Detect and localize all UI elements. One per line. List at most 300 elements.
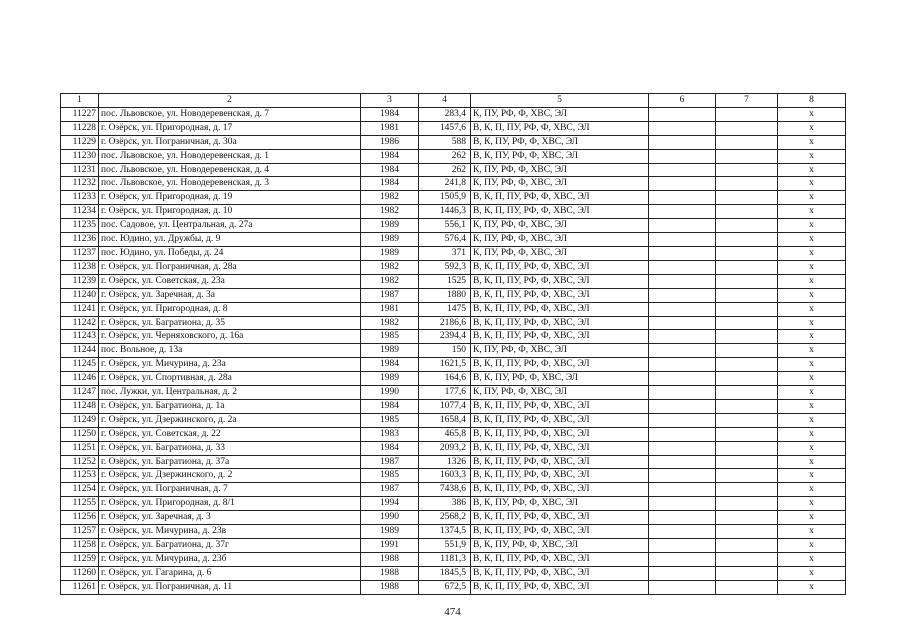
row-number-cell: 11256 bbox=[61, 511, 99, 525]
column-8-cell: х bbox=[778, 205, 846, 219]
row-number-cell: 11257 bbox=[61, 525, 99, 539]
row-number-cell: 11239 bbox=[61, 274, 99, 288]
column-header-2: 2 bbox=[99, 94, 361, 108]
table-row bbox=[61, 177, 846, 191]
table-row bbox=[61, 205, 846, 219]
column-7-cell bbox=[716, 469, 778, 483]
year-cell: 1989 bbox=[361, 246, 419, 260]
address-cell: г. Озёрск, ул. Советская, д. 23а bbox=[99, 274, 361, 288]
address-cell: г. Озёрск, ул. Багратиона, д. 37г bbox=[99, 539, 361, 553]
area-cell: 2568,2 bbox=[419, 511, 471, 525]
year-cell: 1984 bbox=[361, 149, 419, 163]
row-number-cell: 11249 bbox=[61, 413, 99, 427]
area-cell: 177,6 bbox=[419, 386, 471, 400]
address-cell: г. Озёрск, ул. Пограничная, д. 11 bbox=[99, 580, 361, 594]
column-8-cell: х bbox=[778, 107, 846, 121]
address-cell: г. Озёрск, ул. Советская, д. 22 bbox=[99, 427, 361, 441]
column-7-cell bbox=[716, 427, 778, 441]
column-8-cell: х bbox=[778, 302, 846, 316]
table-row bbox=[61, 260, 846, 274]
column-6-cell bbox=[649, 121, 716, 135]
area-cell: 1621,5 bbox=[419, 358, 471, 372]
column-6-cell bbox=[649, 135, 716, 149]
table-row bbox=[61, 372, 846, 386]
area-cell: 588 bbox=[419, 135, 471, 149]
utilities-cell: В, К, П, ПУ, РФ, Ф, ХВС, ЭЛ bbox=[471, 413, 649, 427]
utilities-cell: В, К, П, ПУ, РФ, Ф, ХВС, ЭЛ bbox=[471, 330, 649, 344]
area-cell: 1077,4 bbox=[419, 399, 471, 413]
utilities-cell: В, К, П, ПУ, РФ, Ф, ХВС, ЭЛ bbox=[471, 260, 649, 274]
address-cell: г. Озёрск, ул. Мичурина, д. 23в bbox=[99, 525, 361, 539]
column-8-cell: х bbox=[778, 191, 846, 205]
address-cell: г. Озёрск, ул. Пригородная, д. 8/1 bbox=[99, 497, 361, 511]
column-header-3: 3 bbox=[361, 94, 419, 108]
address-cell: г. Озёрск, ул. Пограничная, д. 28а bbox=[99, 260, 361, 274]
column-7-cell bbox=[716, 302, 778, 316]
utilities-cell: К, ПУ, РФ, Ф, ХВС, ЭЛ bbox=[471, 107, 649, 121]
table-row bbox=[61, 580, 846, 594]
address-cell: г. Озёрск, ул. Черняховского, д. 16а bbox=[99, 330, 361, 344]
row-number-cell: 11246 bbox=[61, 372, 99, 386]
table-row bbox=[61, 121, 846, 135]
row-number-cell: 11253 bbox=[61, 469, 99, 483]
column-8-cell: х bbox=[778, 455, 846, 469]
column-7-cell bbox=[716, 260, 778, 274]
table-header-row bbox=[61, 94, 846, 108]
column-7-cell bbox=[716, 511, 778, 525]
address-cell: г. Озёрск, ул. Мичурина, д. 23а bbox=[99, 358, 361, 372]
register-sheet bbox=[60, 93, 846, 595]
utilities-cell: В, К, П, ПУ, РФ, Ф, ХВС, ЭЛ bbox=[471, 552, 649, 566]
year-cell: 1991 bbox=[361, 539, 419, 553]
column-6-cell bbox=[649, 580, 716, 594]
column-7-cell bbox=[716, 163, 778, 177]
row-number-cell: 11261 bbox=[61, 580, 99, 594]
address-cell: г. Озёрск, ул. Пригородная, д. 19 bbox=[99, 191, 361, 205]
utilities-cell: В, К, П, ПУ, РФ, Ф, ХВС, ЭЛ bbox=[471, 427, 649, 441]
column-6-cell bbox=[649, 344, 716, 358]
column-7-cell bbox=[716, 233, 778, 247]
table-body bbox=[61, 107, 846, 594]
column-8-cell: х bbox=[778, 386, 846, 400]
row-number-cell: 11255 bbox=[61, 497, 99, 511]
column-7-cell bbox=[716, 316, 778, 330]
column-7-cell bbox=[716, 539, 778, 553]
utilities-cell: В, К, П, ПУ, РФ, Ф, ХВС, ЭЛ bbox=[471, 191, 649, 205]
row-number-cell: 11232 bbox=[61, 177, 99, 191]
area-cell: 2093,2 bbox=[419, 441, 471, 455]
area-cell: 1845,5 bbox=[419, 566, 471, 580]
table-row bbox=[61, 441, 846, 455]
year-cell: 1987 bbox=[361, 455, 419, 469]
column-8-cell: х bbox=[778, 539, 846, 553]
column-8-cell: х bbox=[778, 358, 846, 372]
column-6-cell bbox=[649, 511, 716, 525]
address-cell: пос. Львовское, ул. Новодеревенская, д. 7 bbox=[99, 107, 361, 121]
area-cell: 1181,3 bbox=[419, 552, 471, 566]
column-7-cell bbox=[716, 121, 778, 135]
address-cell: г. Озёрск, ул. Пригородная, д. 17 bbox=[99, 121, 361, 135]
year-cell: 1984 bbox=[361, 163, 419, 177]
row-number-cell: 11238 bbox=[61, 260, 99, 274]
row-number-cell: 11252 bbox=[61, 455, 99, 469]
area-cell: 371 bbox=[419, 246, 471, 260]
column-8-cell: х bbox=[778, 427, 846, 441]
row-number-cell: 11242 bbox=[61, 316, 99, 330]
column-8-cell: х bbox=[778, 135, 846, 149]
column-7-cell bbox=[716, 219, 778, 233]
area-cell: 576,4 bbox=[419, 233, 471, 247]
column-8-cell: х bbox=[778, 316, 846, 330]
column-7-cell bbox=[716, 330, 778, 344]
area-cell: 1658,4 bbox=[419, 413, 471, 427]
column-6-cell bbox=[649, 358, 716, 372]
year-cell: 1985 bbox=[361, 330, 419, 344]
address-cell: пос. Львовское, ул. Новодеревенская, д. 1 bbox=[99, 149, 361, 163]
row-number-cell: 11244 bbox=[61, 344, 99, 358]
area-cell: 1326 bbox=[419, 455, 471, 469]
column-8-cell: х bbox=[778, 330, 846, 344]
column-6-cell bbox=[649, 386, 716, 400]
utilities-cell: В, К, П, ПУ, РФ, Ф, ХВС, ЭЛ bbox=[471, 441, 649, 455]
address-cell: г. Озёрск, ул. Дзержинского, д. 2а bbox=[99, 413, 361, 427]
column-6-cell bbox=[649, 191, 716, 205]
utilities-cell: В, К, П, ПУ, РФ, Ф, ХВС, ЭЛ bbox=[471, 469, 649, 483]
utilities-cell: В, К, ПУ, РФ, Ф, ХВС, ЭЛ bbox=[471, 539, 649, 553]
address-cell: пос. Юдино, ул. Дружбы, д. 9 bbox=[99, 233, 361, 247]
area-cell: 1475 bbox=[419, 302, 471, 316]
column-7-cell bbox=[716, 191, 778, 205]
area-cell: 150 bbox=[419, 344, 471, 358]
year-cell: 1989 bbox=[361, 372, 419, 386]
column-8-cell: х bbox=[778, 580, 846, 594]
row-number-cell: 11236 bbox=[61, 233, 99, 247]
utilities-cell: В, К, ПУ, РФ, Ф, ХВС, ЭЛ bbox=[471, 135, 649, 149]
area-cell: 551,9 bbox=[419, 539, 471, 553]
address-cell: г. Озёрск, ул. Багратиона, д. 35 bbox=[99, 316, 361, 330]
area-cell: 556,1 bbox=[419, 219, 471, 233]
year-cell: 1989 bbox=[361, 525, 419, 539]
row-number-cell: 11251 bbox=[61, 441, 99, 455]
page-number: 474 bbox=[444, 606, 461, 618]
column-8-cell: х bbox=[778, 149, 846, 163]
address-cell: г. Озёрск, ул. Мичурина, д. 23б bbox=[99, 552, 361, 566]
column-7-cell bbox=[716, 441, 778, 455]
year-cell: 1994 bbox=[361, 497, 419, 511]
utilities-cell: В, К, П, ПУ, РФ, Ф, ХВС, ЭЛ bbox=[471, 358, 649, 372]
column-6-cell bbox=[649, 469, 716, 483]
column-7-cell bbox=[716, 107, 778, 121]
column-8-cell: х bbox=[778, 288, 846, 302]
utilities-cell: В, К, П, ПУ, РФ, Ф, ХВС, ЭЛ bbox=[471, 302, 649, 316]
column-8-cell: х bbox=[778, 233, 846, 247]
table-row bbox=[61, 163, 846, 177]
year-cell: 1982 bbox=[361, 260, 419, 274]
address-cell: пос. Вольное, д. 13а bbox=[99, 344, 361, 358]
column-6-cell bbox=[649, 177, 716, 191]
area-cell: 1374,5 bbox=[419, 525, 471, 539]
column-6-cell bbox=[649, 149, 716, 163]
column-7-cell bbox=[716, 497, 778, 511]
row-number-cell: 11247 bbox=[61, 386, 99, 400]
year-cell: 1984 bbox=[361, 358, 419, 372]
column-6-cell bbox=[649, 316, 716, 330]
area-cell: 1505,9 bbox=[419, 191, 471, 205]
column-7-cell bbox=[716, 177, 778, 191]
address-cell: г. Озёрск, ул. Заречная, д. 3а bbox=[99, 288, 361, 302]
row-number-cell: 11228 bbox=[61, 121, 99, 135]
year-cell: 1985 bbox=[361, 413, 419, 427]
column-6-cell bbox=[649, 163, 716, 177]
column-7-cell bbox=[716, 386, 778, 400]
address-cell: пос. Юдино, ул. Победы, д. 24 bbox=[99, 246, 361, 260]
address-cell: г. Озёрск, ул. Пригородная, д. 8 bbox=[99, 302, 361, 316]
column-6-cell bbox=[649, 302, 716, 316]
column-7-cell bbox=[716, 525, 778, 539]
row-number-cell: 11243 bbox=[61, 330, 99, 344]
column-8-cell: х bbox=[778, 399, 846, 413]
table-row bbox=[61, 358, 846, 372]
column-6-cell bbox=[649, 330, 716, 344]
column-8-cell: х bbox=[778, 497, 846, 511]
address-cell: г. Озёрск, ул. Багратиона, д. 37а bbox=[99, 455, 361, 469]
utilities-cell: В, К, П, ПУ, РФ, Ф, ХВС, ЭЛ bbox=[471, 525, 649, 539]
utilities-cell: К, ПУ, РФ, Ф, ХВС, ЭЛ bbox=[471, 344, 649, 358]
column-8-cell: х bbox=[778, 552, 846, 566]
utilities-cell: В, К, ПУ, РФ, Ф, ХВС, ЭЛ bbox=[471, 372, 649, 386]
column-7-cell bbox=[716, 274, 778, 288]
utilities-cell: В, К, П, ПУ, РФ, Ф, ХВС, ЭЛ bbox=[471, 511, 649, 525]
column-8-cell: х bbox=[778, 441, 846, 455]
utilities-cell: В, К, П, ПУ, РФ, Ф, ХВС, ЭЛ bbox=[471, 205, 649, 219]
year-cell: 1990 bbox=[361, 511, 419, 525]
column-7-cell bbox=[716, 580, 778, 594]
year-cell: 1982 bbox=[361, 316, 419, 330]
address-cell: г. Озёрск, ул. Спортивная, д. 28а bbox=[99, 372, 361, 386]
table-row bbox=[61, 386, 846, 400]
column-6-cell bbox=[649, 219, 716, 233]
column-7-cell bbox=[716, 483, 778, 497]
column-6-cell bbox=[649, 525, 716, 539]
area-cell: 465,8 bbox=[419, 427, 471, 441]
column-header-7: 7 bbox=[716, 94, 778, 108]
utilities-cell: В, К, П, ПУ, РФ, Ф, ХВС, ЭЛ bbox=[471, 274, 649, 288]
area-cell: 7438,6 bbox=[419, 483, 471, 497]
row-number-cell: 11248 bbox=[61, 399, 99, 413]
column-header-5: 5 bbox=[471, 94, 649, 108]
area-cell: 2394,4 bbox=[419, 330, 471, 344]
area-cell: 1880 bbox=[419, 288, 471, 302]
address-cell: г. Озёрск, ул. Дзержинского, д. 2 bbox=[99, 469, 361, 483]
column-7-cell bbox=[716, 455, 778, 469]
column-7-cell bbox=[716, 135, 778, 149]
table-row bbox=[61, 233, 846, 247]
utilities-cell: К, ПУ, РФ, Ф, ХВС, ЭЛ bbox=[471, 219, 649, 233]
utilities-cell: К, ПУ, РФ, Ф, ХВС, ЭЛ bbox=[471, 246, 649, 260]
column-7-cell bbox=[716, 344, 778, 358]
table-row bbox=[61, 539, 846, 553]
column-6-cell bbox=[649, 566, 716, 580]
area-cell: 283,4 bbox=[419, 107, 471, 121]
table-row bbox=[61, 399, 846, 413]
column-header-4: 4 bbox=[419, 94, 471, 108]
area-cell: 164,6 bbox=[419, 372, 471, 386]
column-6-cell bbox=[649, 274, 716, 288]
column-6-cell bbox=[649, 539, 716, 553]
column-7-cell bbox=[716, 149, 778, 163]
row-number-cell: 11235 bbox=[61, 219, 99, 233]
row-number-cell: 11237 bbox=[61, 246, 99, 260]
year-cell: 1981 bbox=[361, 302, 419, 316]
column-8-cell: х bbox=[778, 246, 846, 260]
column-8-cell: х bbox=[778, 525, 846, 539]
year-cell: 1983 bbox=[361, 427, 419, 441]
address-cell: пос. Львовское, ул. Новодеревенская, д. 4 bbox=[99, 163, 361, 177]
row-number-cell: 11245 bbox=[61, 358, 99, 372]
table-row bbox=[61, 344, 846, 358]
address-cell: пос. Львовское, ул. Новодеревенская, д. 3 bbox=[99, 177, 361, 191]
year-cell: 1984 bbox=[361, 177, 419, 191]
area-cell: 1457,6 bbox=[419, 121, 471, 135]
column-7-cell bbox=[716, 399, 778, 413]
column-6-cell bbox=[649, 413, 716, 427]
row-number-cell: 11254 bbox=[61, 483, 99, 497]
area-cell: 1525 bbox=[419, 274, 471, 288]
area-cell: 672,5 bbox=[419, 580, 471, 594]
column-8-cell: х bbox=[778, 469, 846, 483]
utilities-cell: К, ПУ, РФ, Ф, ХВС, ЭЛ bbox=[471, 163, 649, 177]
table-row bbox=[61, 219, 846, 233]
table-row bbox=[61, 135, 846, 149]
column-8-cell: х bbox=[778, 344, 846, 358]
table-row bbox=[61, 566, 846, 580]
area-cell: 262 bbox=[419, 163, 471, 177]
row-number-cell: 11231 bbox=[61, 163, 99, 177]
year-cell: 1989 bbox=[361, 233, 419, 247]
table-row bbox=[61, 316, 846, 330]
area-cell: 592,3 bbox=[419, 260, 471, 274]
table-row bbox=[61, 511, 846, 525]
column-6-cell bbox=[649, 427, 716, 441]
utilities-cell: В, К, П, ПУ, РФ, Ф, ХВС, ЭЛ bbox=[471, 455, 649, 469]
area-cell: 1446,3 bbox=[419, 205, 471, 219]
column-6-cell bbox=[649, 399, 716, 413]
table-row bbox=[61, 497, 846, 511]
column-header-8: 8 bbox=[778, 94, 846, 108]
table-row bbox=[61, 330, 846, 344]
column-8-cell: х bbox=[778, 260, 846, 274]
address-cell: г. Озёрск, ул. Заречная, д. 3 bbox=[99, 511, 361, 525]
year-cell: 1987 bbox=[361, 483, 419, 497]
column-7-cell bbox=[716, 205, 778, 219]
table-row bbox=[61, 469, 846, 483]
column-header-6: 6 bbox=[649, 94, 716, 108]
column-8-cell: х bbox=[778, 163, 846, 177]
table-row bbox=[61, 288, 846, 302]
column-6-cell bbox=[649, 483, 716, 497]
utilities-cell: К, ПУ, РФ, Ф, ХВС, ЭЛ bbox=[471, 233, 649, 247]
address-cell: г. Озёрск, ул. Пригородная, д. 10 bbox=[99, 205, 361, 219]
table-row bbox=[61, 274, 846, 288]
area-cell: 2186,6 bbox=[419, 316, 471, 330]
column-8-cell: х bbox=[778, 483, 846, 497]
column-6-cell bbox=[649, 260, 716, 274]
utilities-cell: В, К, П, ПУ, РФ, Ф, ХВС, ЭЛ bbox=[471, 580, 649, 594]
year-cell: 1981 bbox=[361, 121, 419, 135]
year-cell: 1982 bbox=[361, 274, 419, 288]
address-cell: г. Озёрск, ул. Пограничная, д. 30а bbox=[99, 135, 361, 149]
table-row bbox=[61, 552, 846, 566]
column-7-cell bbox=[716, 566, 778, 580]
row-number-cell: 11258 bbox=[61, 539, 99, 553]
table-row bbox=[61, 191, 846, 205]
row-number-cell: 11240 bbox=[61, 288, 99, 302]
area-cell: 241,8 bbox=[419, 177, 471, 191]
year-cell: 1982 bbox=[361, 191, 419, 205]
address-cell: пос. Садовое, ул. Центральная, д. 27а bbox=[99, 219, 361, 233]
column-8-cell: х bbox=[778, 566, 846, 580]
row-number-cell: 11241 bbox=[61, 302, 99, 316]
utilities-cell: К, ПУ, РФ, Ф, ХВС, ЭЛ bbox=[471, 386, 649, 400]
row-number-cell: 11227 bbox=[61, 107, 99, 121]
year-cell: 1984 bbox=[361, 399, 419, 413]
row-number-cell: 11229 bbox=[61, 135, 99, 149]
address-cell: г. Озёрск, ул. Пограничная, д. 7 bbox=[99, 483, 361, 497]
utilities-cell: В, К, ПУ, РФ, Ф, ХВС, ЭЛ bbox=[471, 149, 649, 163]
table-row bbox=[61, 413, 846, 427]
row-number-cell: 11230 bbox=[61, 149, 99, 163]
column-8-cell: х bbox=[778, 177, 846, 191]
column-7-cell bbox=[716, 413, 778, 427]
column-6-cell bbox=[649, 107, 716, 121]
table-row bbox=[61, 427, 846, 441]
table-row bbox=[61, 149, 846, 163]
area-cell: 262 bbox=[419, 149, 471, 163]
table-row bbox=[61, 107, 846, 121]
utilities-cell: В, К, П, ПУ, РФ, Ф, ХВС, ЭЛ bbox=[471, 566, 649, 580]
year-cell: 1986 bbox=[361, 135, 419, 149]
address-cell: г. Озёрск, ул. Багратиона, д. 33 bbox=[99, 441, 361, 455]
column-header-1: 1 bbox=[61, 94, 99, 108]
utilities-cell: В, К, П, ПУ, РФ, Ф, ХВС, ЭЛ bbox=[471, 121, 649, 135]
column-6-cell bbox=[649, 372, 716, 386]
column-8-cell: х bbox=[778, 413, 846, 427]
row-number-cell: 11260 bbox=[61, 566, 99, 580]
column-7-cell bbox=[716, 372, 778, 386]
utilities-cell: В, К, ПУ, РФ, Ф, ХВС, ЭЛ bbox=[471, 497, 649, 511]
year-cell: 1984 bbox=[361, 107, 419, 121]
year-cell: 1990 bbox=[361, 386, 419, 400]
column-6-cell bbox=[649, 246, 716, 260]
area-cell: 1603,3 bbox=[419, 469, 471, 483]
column-6-cell bbox=[649, 455, 716, 469]
row-number-cell: 11233 bbox=[61, 191, 99, 205]
housing-register-table bbox=[60, 93, 846, 595]
row-number-cell: 11259 bbox=[61, 552, 99, 566]
year-cell: 1984 bbox=[361, 441, 419, 455]
year-cell: 1989 bbox=[361, 219, 419, 233]
column-8-cell: х bbox=[778, 511, 846, 525]
year-cell: 1988 bbox=[361, 580, 419, 594]
address-cell: пос. Лужки, ул. Центральная, д. 2 bbox=[99, 386, 361, 400]
table-row bbox=[61, 246, 846, 260]
column-6-cell bbox=[649, 205, 716, 219]
table-row bbox=[61, 483, 846, 497]
column-8-cell: х bbox=[778, 219, 846, 233]
column-7-cell bbox=[716, 552, 778, 566]
column-6-cell bbox=[649, 441, 716, 455]
row-number-cell: 11250 bbox=[61, 427, 99, 441]
